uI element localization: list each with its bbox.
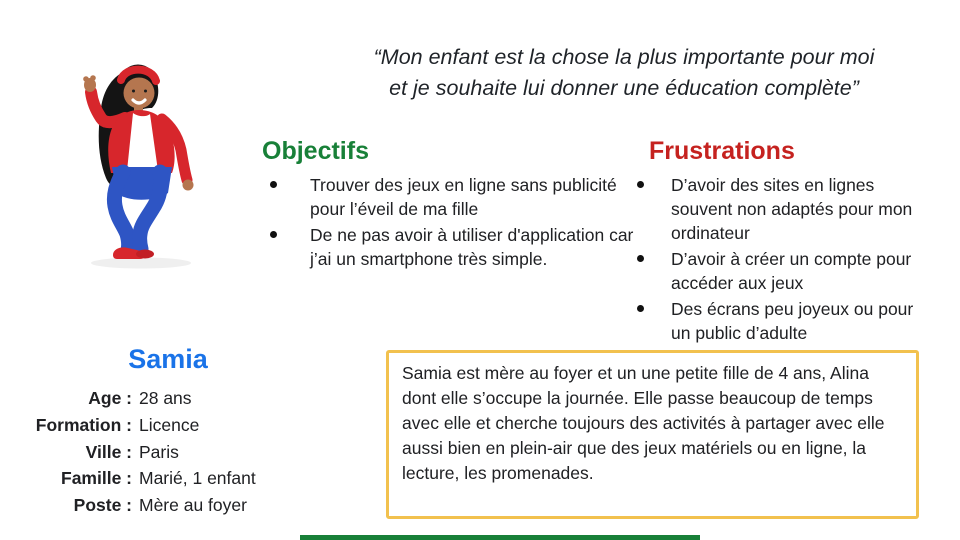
bullet-icon <box>270 181 277 188</box>
quote-text <box>300 42 948 104</box>
profile-field-value: 28 ans <box>139 388 192 408</box>
objectives-list <box>262 173 645 272</box>
profile-field-label: Famille : <box>61 468 132 489</box>
profile-fields <box>20 387 316 517</box>
profile-field-label: Poste : <box>73 495 132 515</box>
list-item <box>262 223 645 271</box>
woman-dancing-illustration <box>55 38 250 283</box>
list-item <box>635 173 937 245</box>
profile-field-value: Mère au foyer <box>139 495 247 515</box>
frustrations-heading: Frustrations <box>649 137 795 165</box>
profile-field-value: Licence <box>139 414 200 435</box>
bullet-icon <box>637 305 644 312</box>
profile-field-label: Formation : <box>35 414 132 435</box>
frustration-text: D’avoir des sites en lignes souvent non adaptés pour mon ordinateur <box>671 174 913 243</box>
bullet-icon <box>637 255 644 262</box>
frustrations-section <box>635 138 937 347</box>
frustration-text: D’avoir à créer un compte pour accéder aux jeux <box>671 248 912 294</box>
list-item <box>262 173 645 221</box>
frustrations-list <box>635 173 937 346</box>
profile-field-value: Marié, 1 enfant <box>139 468 256 489</box>
quote-line-2: et je souhaite lui donner une éducation complète” <box>389 76 859 101</box>
bottom-accent-bar <box>300 535 700 540</box>
profile-field-value: Paris <box>139 441 179 462</box>
quote-line-1: “Mon enfant est la chose la plus importante pour moi <box>373 45 875 69</box>
persona-name: Samia <box>128 344 208 374</box>
objective-text: Trouver des jeux en ligne sans publicité pour l’éveil de ma fille <box>310 174 617 219</box>
objectives-heading: Objectifs <box>262 137 369 165</box>
bio-text: Samia est mère au foyer et un une petite fille de 4 ans, Alina dont elle s’occupe la journée. Elle passe beaucoup de temps avec elle et cherche toujours des activités à partager avec elle aussi bien en plein-air que des jeux matériels ou en ligne, la lecture, les promenades. <box>402 363 885 484</box>
list-item <box>635 297 937 345</box>
bio-box <box>386 350 919 519</box>
frustration-text: Des écrans peu joyeux ou pour un public d’adulte <box>671 299 914 344</box>
profile-field-label: Ville : <box>85 441 132 462</box>
objectives-section <box>262 138 645 273</box>
profile-section <box>20 344 316 517</box>
list-item <box>635 247 937 295</box>
bullet-icon <box>637 181 644 188</box>
profile-field-label: Age : <box>88 388 132 408</box>
bullet-icon <box>270 231 277 238</box>
objective-text: De ne pas avoir à utiliser d'application car j’ai un smartphone très simple. <box>310 224 634 269</box>
